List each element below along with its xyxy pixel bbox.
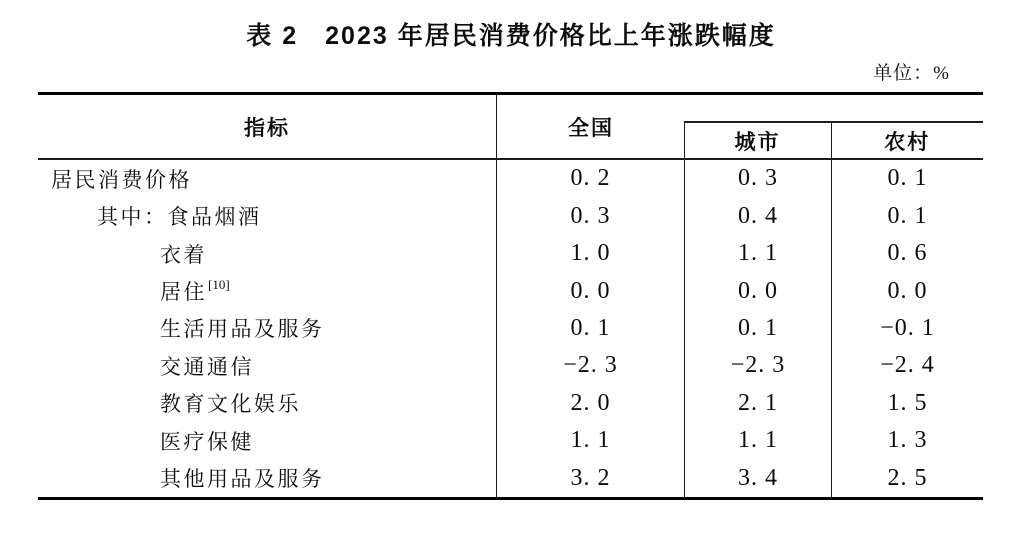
cell-national: 0. 1 xyxy=(497,310,685,347)
row-label xyxy=(38,197,497,234)
row-label-text: 其他用品及服务 xyxy=(160,467,325,492)
cell-national: 2. 0 xyxy=(497,385,685,422)
cell-urban: 0. 4 xyxy=(685,197,832,234)
row-label xyxy=(38,422,497,459)
cell-urban: 1. 1 xyxy=(685,422,832,459)
row-label-text: 居民消费价格 xyxy=(51,167,192,192)
unit-label: 单位：% xyxy=(873,63,950,84)
row-label xyxy=(38,160,497,197)
cell-urban: 0. 3 xyxy=(685,160,832,197)
cell-rural: 0. 0 xyxy=(887,277,928,304)
row-label xyxy=(38,235,497,272)
row-label-text: 教育文化娱乐 xyxy=(160,392,301,417)
cell-national: 1. 1 xyxy=(497,422,685,459)
table-title: 表 2 2023 年居民消费价格比上年涨跌幅度 xyxy=(246,22,776,50)
table-row xyxy=(38,272,983,309)
table-row xyxy=(38,160,983,197)
cell-national: 0. 2 xyxy=(497,160,685,197)
row-label-text: 居住 xyxy=(160,280,207,305)
table-row xyxy=(38,347,983,384)
table-header xyxy=(38,92,983,160)
table-row xyxy=(38,235,983,272)
row-label-text: 医疗保健 xyxy=(160,429,254,454)
cell-rural: 1. 5 xyxy=(887,389,928,416)
row-label-text: 生活用品及服务 xyxy=(160,317,325,342)
cell-national: 0. 0 xyxy=(497,272,685,309)
cell-rural: 0. 6 xyxy=(887,240,928,267)
header-national: 全国 xyxy=(568,116,614,140)
header-rural: 农村 xyxy=(884,130,931,154)
row-label xyxy=(38,385,497,422)
table-row xyxy=(38,422,983,459)
header-subgroup xyxy=(684,121,984,158)
cell-rural: −2. 4 xyxy=(880,352,935,379)
table-row xyxy=(38,197,983,234)
row-label xyxy=(38,347,497,384)
cell-urban: 3. 4 xyxy=(685,460,832,497)
cell-rural: 0. 1 xyxy=(887,165,928,192)
cell-urban: 1. 1 xyxy=(685,235,832,272)
table-row xyxy=(38,460,983,497)
row-label-text: 衣着 xyxy=(160,242,207,267)
cell-rural: 2. 5 xyxy=(887,464,928,491)
cell-national: 1. 0 xyxy=(497,235,685,272)
cell-national: −2. 3 xyxy=(497,347,685,384)
header-indicator: 指标 xyxy=(38,95,497,158)
cell-urban: 2. 1 xyxy=(685,385,832,422)
cell-rural: −0. 1 xyxy=(880,314,935,341)
cell-rural: 0. 1 xyxy=(887,202,928,229)
cell-urban: −2. 3 xyxy=(685,347,832,384)
row-label xyxy=(38,460,497,497)
cell-urban: 0. 1 xyxy=(685,310,832,347)
table-body xyxy=(38,160,983,500)
cell-urban: 0. 0 xyxy=(685,272,832,309)
footnote-ref: [10] xyxy=(208,276,230,292)
row-label xyxy=(38,272,497,309)
table-row xyxy=(38,310,983,347)
table-row xyxy=(38,385,983,422)
cell-national: 3. 2 xyxy=(497,460,685,497)
cell-national: 0. 3 xyxy=(497,197,685,234)
row-label xyxy=(38,310,497,347)
row-label-text: 交通通信 xyxy=(160,354,254,379)
cpi-table xyxy=(38,92,983,500)
cell-rural: 1. 3 xyxy=(887,427,928,454)
header-urban: 城市 xyxy=(685,123,832,158)
row-label-text: 其中：食品烟酒 xyxy=(97,205,262,230)
